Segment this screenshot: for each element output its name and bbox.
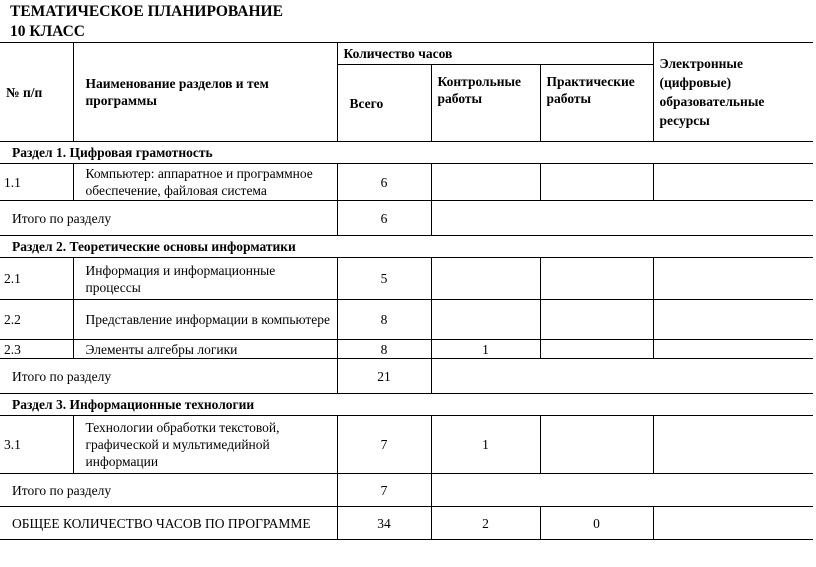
row-practical bbox=[540, 258, 653, 300]
header-hours: Количество часов bbox=[337, 43, 653, 65]
row-name: Элементы алгебры логики bbox=[73, 340, 337, 359]
row-name: Информация и информационные процессы bbox=[73, 258, 337, 300]
section-title: Раздел 2. Теоретические основы информатики bbox=[0, 236, 813, 258]
row-control bbox=[431, 164, 540, 201]
grand-total-practical: 0 bbox=[540, 507, 653, 540]
row-control bbox=[431, 258, 540, 300]
row-total: 5 bbox=[337, 258, 431, 300]
row-num: 2.2 bbox=[0, 300, 73, 340]
row-total: 7 bbox=[337, 416, 431, 474]
grand-total-row bbox=[0, 507, 813, 540]
row-control: 1 bbox=[431, 340, 540, 359]
subtotal-empty bbox=[431, 201, 813, 236]
row-control bbox=[431, 300, 540, 340]
subtotal-empty bbox=[431, 359, 813, 394]
row-practical bbox=[540, 340, 653, 359]
row-total: 8 bbox=[337, 300, 431, 340]
row-name: Компьютер: аппаратное и программное обеспечение, файловая система bbox=[73, 164, 337, 201]
row-control: 1 bbox=[431, 416, 540, 474]
subtotal-row bbox=[0, 201, 813, 236]
table-row bbox=[0, 300, 813, 340]
row-total: 8 bbox=[337, 340, 431, 359]
section-title: Раздел 1. Цифровая грамотность bbox=[0, 142, 813, 164]
title-line-1: ТЕМАТИЧЕСКОЕ ПЛАНИРОВАНИЕ bbox=[10, 3, 283, 20]
header-name: Наименование разделов и тем программы bbox=[73, 43, 337, 142]
subtotal-label: Итого по разделу bbox=[0, 201, 337, 236]
row-num: 1.1 bbox=[0, 164, 73, 201]
row-practical bbox=[540, 416, 653, 474]
subtotal-row bbox=[0, 359, 813, 394]
header-num: № п/п bbox=[0, 43, 73, 142]
section-title-row bbox=[0, 142, 813, 164]
row-name: Представление информации в компьютере bbox=[73, 300, 337, 340]
header-resources: Электронные (цифровые) образовательные ресурсы bbox=[653, 43, 813, 142]
table-row bbox=[0, 340, 813, 359]
grand-total-value: 34 bbox=[337, 507, 431, 540]
header-control: Контрольные работы bbox=[431, 65, 540, 142]
document-title bbox=[10, 2, 283, 42]
table-row bbox=[0, 416, 813, 474]
grand-total-label: ОБЩЕЕ КОЛИЧЕСТВО ЧАСОВ ПО ПРОГРАММЕ bbox=[0, 507, 337, 540]
grand-total-resources bbox=[653, 507, 813, 540]
row-num: 2.1 bbox=[0, 258, 73, 300]
subtotal-value: 7 bbox=[337, 474, 431, 507]
row-name: Технологии обработки текстовой, графической и мультимедийной информации bbox=[73, 416, 337, 474]
row-resources bbox=[653, 164, 813, 201]
planning-table bbox=[0, 42, 813, 540]
row-resources bbox=[653, 416, 813, 474]
subtotal-value: 21 bbox=[337, 359, 431, 394]
row-num: 3.1 bbox=[0, 416, 73, 474]
row-practical bbox=[540, 164, 653, 201]
section-title-row bbox=[0, 236, 813, 258]
table-row bbox=[0, 164, 813, 201]
header-row-1 bbox=[0, 43, 813, 65]
row-total: 6 bbox=[337, 164, 431, 201]
header-total: Всего bbox=[337, 65, 431, 142]
subtotal-label: Итого по разделу bbox=[0, 359, 337, 394]
subtotal-row bbox=[0, 474, 813, 507]
grand-total-control: 2 bbox=[431, 507, 540, 540]
row-resources bbox=[653, 258, 813, 300]
table-row bbox=[0, 258, 813, 300]
section-title: Раздел 3. Информационные технологии bbox=[0, 394, 813, 416]
section-title-row bbox=[0, 394, 813, 416]
row-resources bbox=[653, 340, 813, 359]
header-practical: Практические работы bbox=[540, 65, 653, 142]
subtotal-label: Итого по разделу bbox=[0, 474, 337, 507]
row-practical bbox=[540, 300, 653, 340]
row-resources bbox=[653, 300, 813, 340]
title-line-2: 10 КЛАСС bbox=[10, 23, 85, 40]
subtotal-empty bbox=[431, 474, 813, 507]
subtotal-value: 6 bbox=[337, 201, 431, 236]
row-num: 2.3 bbox=[0, 340, 73, 359]
